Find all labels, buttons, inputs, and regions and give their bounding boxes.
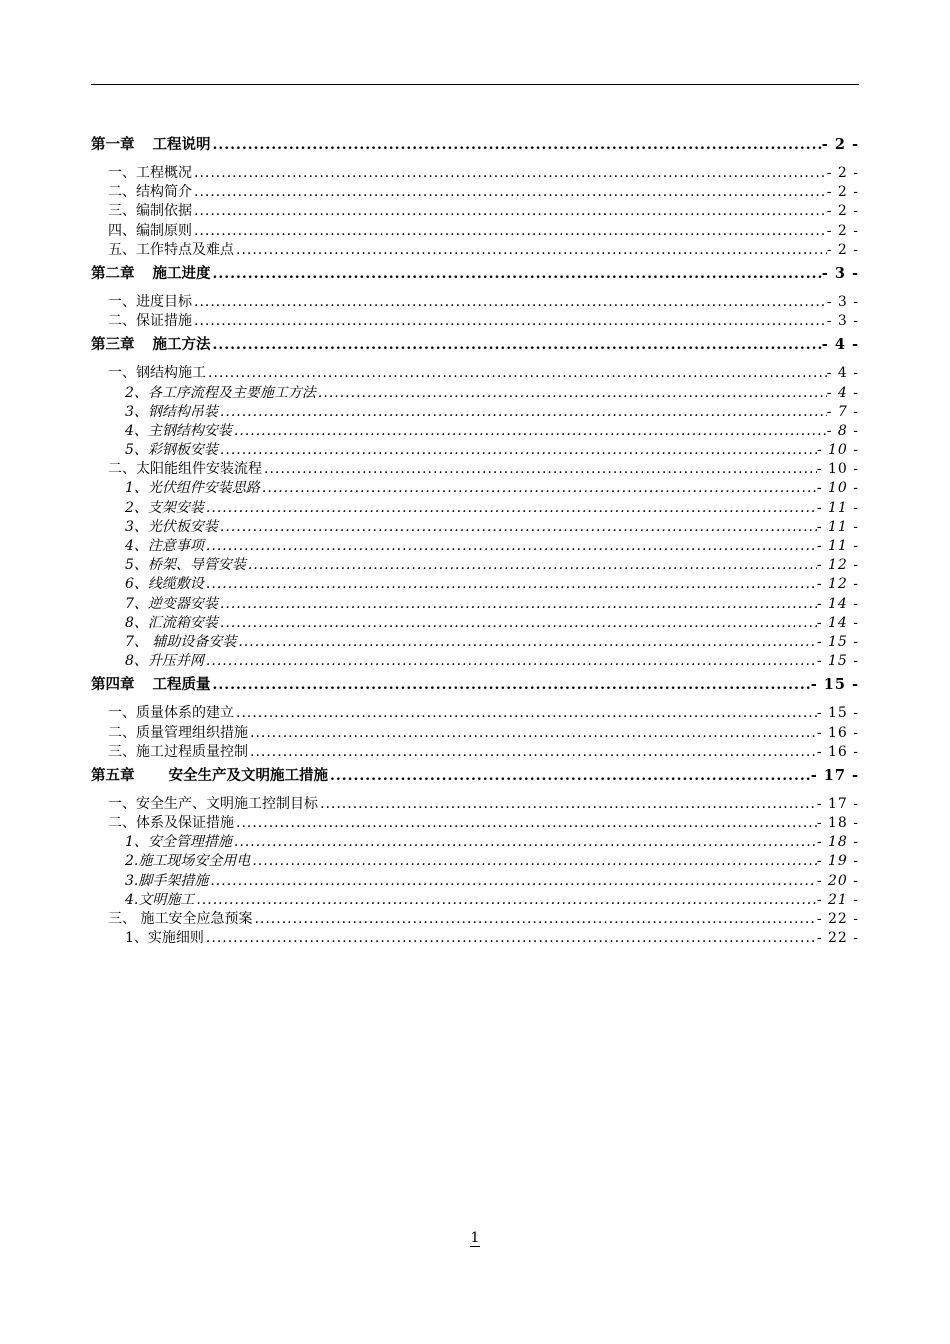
dot-leader: [252, 911, 816, 927]
dot-leader: [211, 266, 822, 282]
dot-leader: [192, 313, 827, 329]
dot-leader: [260, 480, 817, 496]
dot-leader: [211, 137, 822, 153]
toc-entry[interactable]: [91, 291, 859, 310]
toc-entry-label: 2、支架安装: [125, 499, 204, 516]
toc-entry[interactable]: [91, 477, 859, 496]
toc-page-number: - 11 -: [816, 538, 859, 554]
toc-page-number: - 3 -: [826, 293, 859, 310]
dot-leader: [250, 853, 816, 869]
toc-entry-label: 一、安全生产、文明施工控制目标: [108, 795, 318, 812]
dot-leader: [316, 385, 827, 401]
toc-page-number: - 15 -: [816, 653, 859, 670]
dot-leader: [192, 165, 827, 181]
toc-entry-label: 一、进度目标: [108, 293, 192, 310]
dot-leader: [248, 744, 817, 760]
dot-leader: [192, 294, 827, 310]
toc-chapter-entry[interactable]: [91, 764, 859, 784]
toc-entry[interactable]: [91, 612, 859, 631]
toc-entry[interactable]: [91, 889, 859, 908]
toc-chapter-entry[interactable]: [91, 333, 859, 353]
toc-entry[interactable]: [91, 439, 859, 458]
toc-entry-label: [91, 262, 211, 282]
toc-chapter-entry[interactable]: [91, 673, 859, 693]
toc-entry-label: 7、 辅助设备安装: [125, 633, 237, 650]
toc-entry-label: 二、体系及保证措施: [108, 815, 234, 832]
chapter-title: 工程说明: [152, 136, 211, 153]
toc-entry-label: 四、编制原则: [108, 222, 192, 239]
toc-page-number: - 14 -: [816, 614, 859, 631]
toc-entry[interactable]: [91, 908, 859, 927]
chapter-number: 第四章: [91, 676, 135, 694]
page-number: 1: [470, 1230, 480, 1246]
toc-page-number: - 10 -: [816, 461, 859, 478]
toc-entry-label: 一、钢结构施工: [108, 365, 206, 382]
toc-page-number: - 4 -: [826, 384, 859, 401]
toc-entry[interactable]: [91, 162, 859, 181]
toc-entry[interactable]: [91, 516, 859, 535]
toc-page-number: - 11 -: [816, 499, 859, 516]
dot-leader: [192, 184, 827, 200]
toc-entry-label: 二、保证措施: [108, 313, 192, 330]
toc-entry[interactable]: [91, 420, 859, 439]
toc-entry-label: [91, 133, 211, 153]
chapter-number: 第三章: [91, 336, 135, 354]
toc-entry-label: 7、逆变器安装: [125, 595, 218, 612]
toc-entry[interactable]: [91, 362, 859, 381]
toc-entry[interactable]: [91, 181, 859, 200]
toc-entry-label: 三、施工过程质量控制: [108, 743, 248, 760]
toc-page-number: - 22 -: [816, 930, 859, 947]
toc-entry[interactable]: [91, 870, 859, 889]
toc-entry-label: 一、工程概况: [108, 165, 192, 181]
dot-leader: [204, 576, 817, 592]
dot-leader: [211, 677, 811, 693]
dot-leader: [234, 815, 817, 831]
toc-entry[interactable]: [91, 401, 859, 420]
toc-page-number: - 16 -: [816, 724, 859, 741]
toc-entry-label: 二、质量管理组织措施: [108, 724, 248, 741]
toc-entry[interactable]: [91, 382, 859, 401]
toc-entry[interactable]: [91, 573, 859, 592]
chapter-number: 第五章: [91, 766, 135, 784]
chapter-title: 安全生产及文明施工措施: [168, 766, 328, 784]
dot-leader: [204, 538, 817, 554]
dot-leader: [234, 705, 817, 721]
chapter-title: 施工方法: [152, 336, 211, 354]
page-footer: [0, 1230, 950, 1246]
dot-leader: [246, 557, 817, 573]
chapter-number: 第二章: [91, 264, 135, 282]
toc-entry[interactable]: [91, 200, 859, 219]
dot-leader: [262, 461, 817, 477]
dot-leader: [208, 873, 816, 889]
dot-leader: [218, 615, 817, 631]
toc-entry[interactable]: [91, 310, 859, 329]
dot-leader: [236, 634, 816, 650]
table-of-contents: [91, 133, 859, 946]
toc-entry[interactable]: [91, 497, 859, 516]
toc-page-number: - 3 -: [826, 313, 859, 330]
toc-page-number: - 2 -: [826, 222, 859, 239]
dot-leader: [192, 203, 827, 219]
chapter-title: 工程质量: [152, 676, 211, 694]
toc-page-number: - 21 -: [816, 891, 859, 908]
toc-entry-label: 2、各工序流程及主要施工方法: [125, 384, 316, 401]
toc-entry[interactable]: [91, 535, 859, 554]
toc-entry-label: 1、光伏组件安装思路: [125, 480, 260, 497]
toc-entry-label: 3、钢结构吊装: [125, 403, 218, 420]
toc-page-number: - 12 -: [816, 576, 859, 593]
toc-entry[interactable]: [91, 793, 859, 812]
dot-leader: [204, 500, 817, 516]
toc-entry-label: 4、主钢结构安装: [125, 422, 232, 439]
toc-entry-label: 1、实施细则: [125, 930, 204, 947]
toc-page-number: - 18 -: [816, 834, 859, 851]
toc-entry-label: 4.文明施工: [125, 891, 195, 908]
toc-entry[interactable]: [91, 220, 859, 239]
toc-entry-label: 二、结构简介: [108, 184, 192, 201]
toc-entry-label: 3.脚手架措施: [125, 872, 209, 889]
toc-page-number: - 10 -: [816, 480, 859, 497]
toc-entry[interactable]: [91, 702, 859, 721]
toc-entry[interactable]: [91, 239, 859, 258]
toc-entry[interactable]: [91, 458, 859, 477]
toc-chapter-entry[interactable]: [91, 262, 859, 282]
toc-entry[interactable]: [91, 927, 859, 946]
toc-entry-label: [91, 764, 328, 784]
dot-leader: [248, 725, 817, 741]
toc-entry-label: 二、太阳能组件安装流程: [108, 461, 262, 478]
toc-entry-label: 2.施工现场安全用电: [125, 853, 251, 870]
toc-page-number: - 15 -: [816, 633, 859, 650]
dot-leader: [328, 768, 811, 784]
dot-leader: [194, 892, 816, 908]
dot-leader: [192, 223, 827, 239]
toc-entry[interactable]: [91, 812, 859, 831]
dot-leader: [206, 365, 827, 381]
toc-page-number: - 10 -: [816, 442, 859, 459]
toc-entry-label: 五、工作特点及难点: [108, 241, 234, 258]
dot-leader: [318, 796, 817, 812]
toc-entry[interactable]: [91, 631, 859, 650]
toc-page-number: - 20 -: [816, 872, 859, 889]
toc-entry-label: 三、编制依据: [108, 203, 192, 220]
toc-page-number: - 22 -: [816, 911, 859, 927]
toc-entry[interactable]: [91, 850, 859, 869]
toc-page-number: - 4 -: [826, 365, 859, 382]
toc-entry-label: 5、彩钢板安装: [125, 442, 218, 459]
toc-entry-label: 5、桥架、导管安装: [125, 557, 246, 574]
toc-page-number: - 15 -: [816, 705, 859, 722]
dot-leader: [204, 930, 817, 946]
dot-leader: [218, 519, 817, 535]
toc-page-number: - 14 -: [816, 595, 859, 612]
toc-page-number: - 2 -: [826, 241, 859, 258]
dot-leader: [232, 423, 827, 439]
toc-page-number: - 15 -: [810, 676, 859, 694]
toc-page-number: - 16 -: [816, 743, 859, 760]
toc-page-number: - 2 -: [821, 136, 859, 153]
toc-page-number: - 11 -: [816, 518, 859, 535]
toc-entry-label: [91, 673, 211, 693]
toc-entry-label: 8、汇流箱安装: [125, 614, 218, 631]
toc-entry[interactable]: [91, 722, 859, 741]
toc-entry[interactable]: [91, 831, 859, 850]
toc-entry-label: 1、安全管理措施: [125, 834, 232, 851]
toc-entry[interactable]: [91, 593, 859, 612]
chapter-number: 第一章: [91, 136, 135, 153]
toc-entry-label: 3、光伏板安装: [125, 518, 218, 535]
toc-entry-label: 4、注意事项: [125, 538, 204, 554]
dot-leader: [218, 404, 827, 420]
toc-page-number: - 8 -: [826, 422, 859, 439]
toc-page-number: - 3 -: [821, 264, 859, 282]
toc-entry[interactable]: [91, 650, 859, 669]
toc-entry[interactable]: [91, 554, 859, 573]
toc-page-number: - 7 -: [826, 403, 859, 420]
toc-entry-label: 一、质量体系的建立: [108, 705, 234, 722]
toc-page-number: - 17 -: [810, 766, 859, 784]
dot-leader: [234, 242, 827, 258]
toc-page-number: - 4 -: [821, 336, 859, 354]
dot-leader: [204, 653, 817, 669]
toc-entry[interactable]: [91, 741, 859, 760]
dot-leader: [218, 442, 817, 458]
toc-page-number: - 19 -: [816, 853, 859, 870]
dot-leader: [211, 337, 822, 353]
toc-entry-label: 三、 施工安全应急预案: [108, 911, 253, 927]
toc-page-number: - 12 -: [816, 557, 859, 574]
chapter-title: 施工进度: [152, 264, 211, 282]
dot-leader: [218, 596, 817, 612]
toc-page-number: - 2 -: [826, 203, 859, 220]
toc-page-number: - 2 -: [826, 165, 859, 181]
dot-leader: [232, 834, 817, 850]
toc-entry-label: 6、线缆敷设: [125, 576, 204, 593]
toc-page-number: - 17 -: [816, 795, 859, 812]
toc-entry-label: 8、升压并网: [125, 653, 204, 670]
header-rule: [91, 84, 859, 85]
toc-chapter-entry[interactable]: [91, 133, 859, 153]
toc-page-number: - 18 -: [816, 815, 859, 832]
toc-page-number: - 2 -: [826, 184, 859, 201]
toc-entry-label: [91, 333, 211, 353]
